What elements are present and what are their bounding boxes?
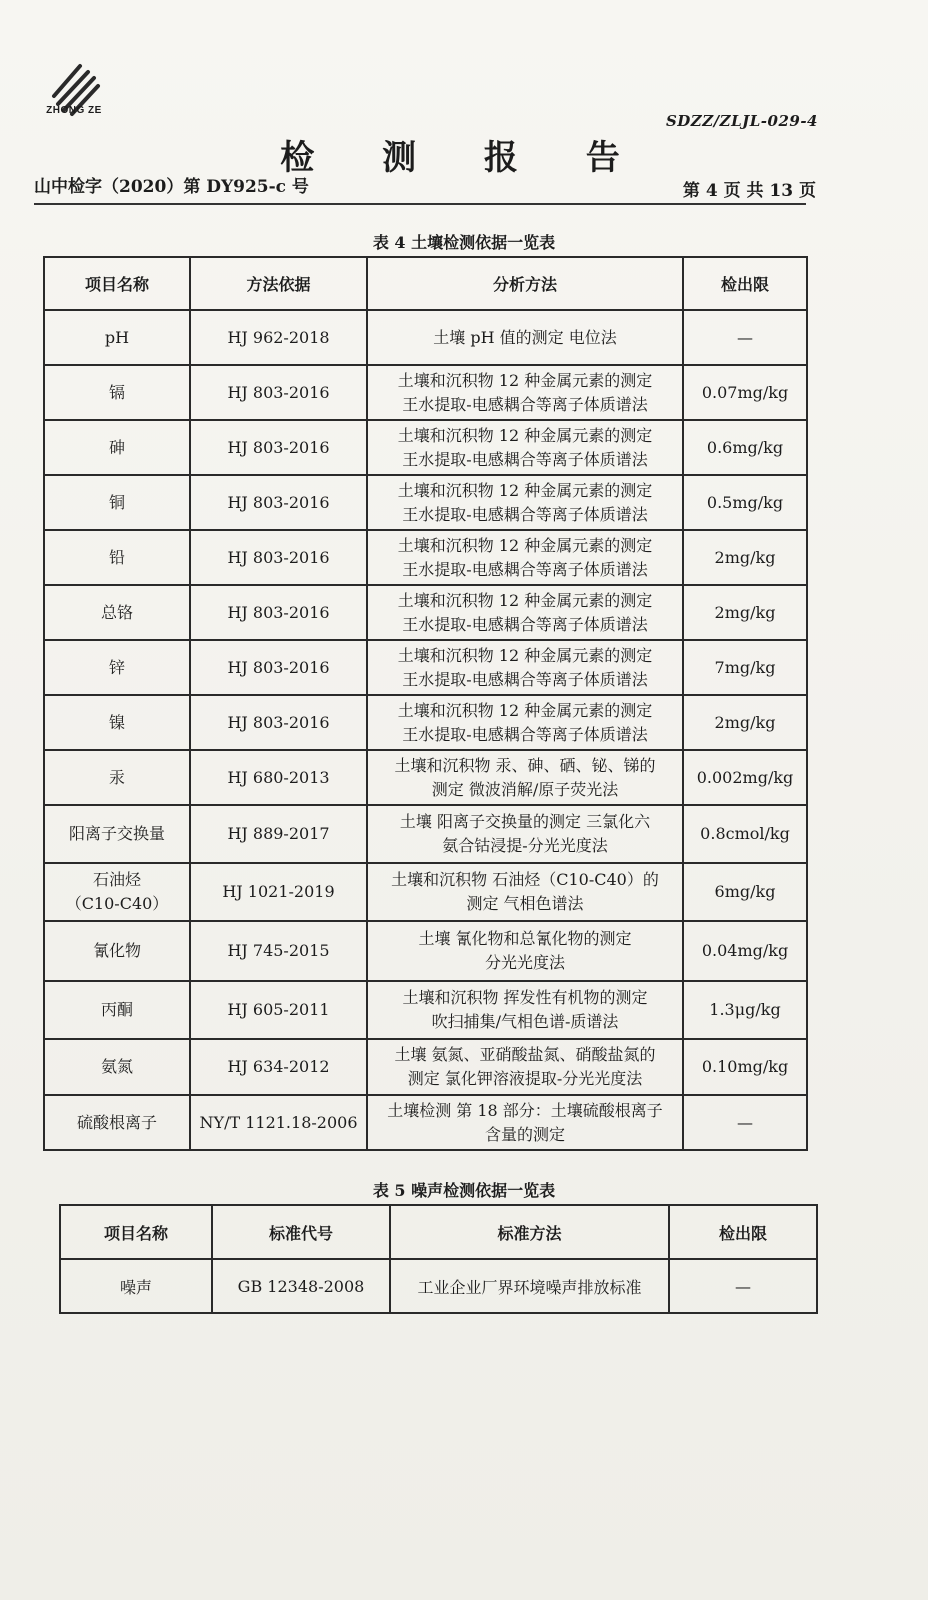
item-name-cell xyxy=(44,863,190,921)
standard-method-cell: 工业企业厂界环境噪声排放标准 xyxy=(390,1259,669,1313)
table4-caption: 表 4 土壤检测依据一览表 xyxy=(372,233,556,252)
analysis-method-cell xyxy=(367,750,683,805)
analysis-method-line: 王水提取-电感耦合等离子体质谱法 xyxy=(402,449,648,469)
item-name: 总铬 xyxy=(100,602,133,622)
table-row xyxy=(44,365,807,420)
header-detection-limit: 检出限 xyxy=(669,1205,817,1259)
method-basis-cell: HJ 803-2016 xyxy=(190,530,367,585)
table-row xyxy=(44,981,807,1039)
analysis-method-line: 土壤和沉积物 12 种金属元素的测定 xyxy=(397,425,653,445)
page-number: 第 4 页 共 13 页 xyxy=(682,181,816,201)
analysis-method-line: 吹扫捕集/气相色谱-质谱法 xyxy=(431,1012,619,1031)
analysis-method-line: 土壤和沉积物 12 种金属元素的测定 xyxy=(397,590,653,610)
method-basis-cell: HJ 889-2017 xyxy=(190,805,367,863)
noise-method-table xyxy=(59,1204,818,1314)
detection-limit-cell: 7mg/kg xyxy=(683,640,807,695)
item-name: 硫酸根离子 xyxy=(76,1112,157,1132)
analysis-method-line: 土壤 阳离子交换量的测定 三氯化六 xyxy=(399,812,651,831)
analysis-method-cell xyxy=(367,640,683,695)
header-item-name: 项目名称 xyxy=(60,1205,212,1259)
method-basis-cell: HJ 803-2016 xyxy=(190,365,367,420)
analysis-method-line: 王水提取-电感耦合等离子体质谱法 xyxy=(402,559,648,579)
header-standard-code: 标准代号 xyxy=(212,1205,390,1259)
analysis-method-line: 王水提取-电感耦合等离子体质谱法 xyxy=(402,669,648,689)
analysis-method-line: 土壤和沉积物 12 种金属元素的测定 xyxy=(397,700,653,720)
table-row xyxy=(44,695,807,750)
analysis-method-line: 土壤和沉积物 12 种金属元素的测定 xyxy=(397,480,653,500)
item-name: 铜 xyxy=(108,492,125,512)
item-name-cell xyxy=(44,695,190,750)
detection-limit-cell: 1.3μg/kg xyxy=(683,981,807,1039)
analysis-method-line: 王水提取-电感耦合等离子体质谱法 xyxy=(402,614,648,634)
detection-limit-cell: 6mg/kg xyxy=(683,863,807,921)
item-name-cell xyxy=(44,981,190,1039)
detection-limit-cell: 0.10mg/kg xyxy=(683,1039,807,1095)
analysis-method-line: 土壤 氰化物和总氰化物的测定 xyxy=(418,929,632,948)
analysis-method-cell xyxy=(367,475,683,530)
analysis-method-line: 测定 氯化钾溶液提取-分光光度法 xyxy=(407,1069,643,1088)
table-row xyxy=(44,420,807,475)
analysis-method-line: 土壤和沉积物 12 种金属元素的测定 xyxy=(397,370,653,390)
item-name: 阳离子交换量 xyxy=(68,824,165,843)
detection-limit-cell: — xyxy=(669,1259,817,1313)
analysis-method-line: 分光光度法 xyxy=(484,953,565,972)
soil-method-table xyxy=(43,256,808,1151)
analysis-method-line: 王水提取-电感耦合等离子体质谱法 xyxy=(402,504,648,524)
analysis-method-line: 土壤和沉积物 挥发性有机物的测定 xyxy=(402,988,648,1007)
item-name-cell xyxy=(44,585,190,640)
logo-text: ZHONG ZE xyxy=(46,105,102,116)
table-row xyxy=(44,530,807,585)
analysis-method-cell xyxy=(367,981,683,1039)
item-name: 丙酮 xyxy=(100,1000,133,1019)
analysis-method-line: 土壤和沉积物 12 种金属元素的测定 xyxy=(397,535,653,555)
analysis-method-line: 王水提取-电感耦合等离子体质谱法 xyxy=(402,724,648,744)
table-row xyxy=(44,863,807,921)
method-basis-cell: HJ 803-2016 xyxy=(190,695,367,750)
page-title: 检 测 报 告 xyxy=(280,138,648,178)
analysis-method-line: 土壤 氨氮、亚硝酸盐氮、硝酸盐氮的 xyxy=(394,1045,656,1064)
header-item-name: 项目名称 xyxy=(44,257,190,310)
table-header-row xyxy=(44,257,807,310)
method-basis-cell: HJ 634-2012 xyxy=(190,1039,367,1095)
method-basis-cell: HJ 680-2013 xyxy=(190,750,367,805)
item-name-cell xyxy=(44,1095,190,1150)
table-row xyxy=(44,1095,807,1150)
item-name-cell xyxy=(44,805,190,863)
table-header-row xyxy=(60,1205,817,1259)
item-name-cell xyxy=(44,1039,190,1095)
analysis-method-cell xyxy=(367,365,683,420)
analysis-method-line: 测定 气相色谱法 xyxy=(466,894,584,913)
method-basis-cell: HJ 745-2015 xyxy=(190,921,367,981)
analysis-method-line: 含量的测定 xyxy=(484,1124,565,1144)
item-name-cell xyxy=(44,420,190,475)
analysis-method-line: 土壤检测 第 18 部分：土壤硫酸根离子 xyxy=(387,1100,663,1120)
table5-caption: 表 5 噪声检测依据一览表 xyxy=(372,1181,556,1200)
standard-code-cell: GB 12348-2008 xyxy=(212,1259,390,1313)
item-name-cell xyxy=(44,750,190,805)
item-name-cell xyxy=(44,310,190,365)
analysis-method-cell xyxy=(367,530,683,585)
method-basis-cell: HJ 1021-2019 xyxy=(190,863,367,921)
method-basis-cell: HJ 803-2016 xyxy=(190,585,367,640)
detection-limit-cell: 0.8cmol/kg xyxy=(683,805,807,863)
analysis-method-cell xyxy=(367,863,683,921)
item-name: pH xyxy=(104,327,130,347)
item-name: 氰化物 xyxy=(92,941,141,960)
table-row xyxy=(44,750,807,805)
method-basis-cell: HJ 803-2016 xyxy=(190,475,367,530)
table-row xyxy=(44,921,807,981)
analysis-method-line: 氨合钴浸提-分光光度法 xyxy=(442,836,608,855)
analysis-method-line: 土壤和沉积物 汞、砷、硒、铋、锑的 xyxy=(394,755,656,775)
method-basis-cell: HJ 605-2011 xyxy=(190,981,367,1039)
header-standard-method: 标准方法 xyxy=(390,1205,669,1259)
document-code: SDZZ/ZLJL-029-4 xyxy=(665,112,818,130)
item-name: 石油烃 xyxy=(92,870,141,889)
analysis-method-cell xyxy=(367,695,683,750)
table-row xyxy=(44,805,807,863)
item-name: 铅 xyxy=(108,547,125,567)
analysis-method-cell xyxy=(367,1095,683,1150)
item-name-cell xyxy=(44,921,190,981)
header-analysis-method: 分析方法 xyxy=(367,257,683,310)
item-name-cell xyxy=(44,640,190,695)
table-row xyxy=(60,1259,817,1313)
detection-limit-cell: 0.5mg/kg xyxy=(683,475,807,530)
item-name: 砷 xyxy=(108,437,125,457)
detection-limit-cell: — xyxy=(683,1095,807,1150)
report-number: 山中检字（2020）第 DY925-c 号 xyxy=(34,177,309,197)
detection-limit-cell: 0.07mg/kg xyxy=(683,365,807,420)
analysis-method-cell xyxy=(367,921,683,981)
analysis-method-cell xyxy=(367,420,683,475)
detection-limit-cell: 0.04mg/kg xyxy=(683,921,807,981)
method-basis-cell: HJ 962-2018 xyxy=(190,310,367,365)
analysis-method-cell xyxy=(367,310,683,365)
header-method-basis: 方法依据 xyxy=(190,257,367,310)
header-detection-limit: 检出限 xyxy=(683,257,807,310)
method-basis-cell: HJ 803-2016 xyxy=(190,420,367,475)
analysis-method-cell xyxy=(367,805,683,863)
item-name: 锌 xyxy=(108,657,125,677)
item-name: 氨氮 xyxy=(100,1057,133,1076)
table-row xyxy=(44,310,807,365)
item-name-sub: （C10-C40） xyxy=(65,894,169,913)
table-row xyxy=(44,1039,807,1095)
table-row xyxy=(44,640,807,695)
item-name-cell: 噪声 xyxy=(60,1259,212,1313)
detection-limit-cell: 2mg/kg xyxy=(683,695,807,750)
detection-limit-cell: 2mg/kg xyxy=(683,585,807,640)
item-name: 镉 xyxy=(108,382,125,402)
item-name-cell xyxy=(44,475,190,530)
header-divider xyxy=(34,203,806,205)
analysis-method-line: 测定 微波消解/原子荧光法 xyxy=(431,779,619,799)
analysis-method-line: 王水提取-电感耦合等离子体质谱法 xyxy=(402,394,648,414)
method-basis-cell: HJ 803-2016 xyxy=(190,640,367,695)
item-name: 镍 xyxy=(108,712,125,732)
item-name-cell xyxy=(44,530,190,585)
detection-limit-cell: 0.002mg/kg xyxy=(683,750,807,805)
method-basis-cell: NY/T 1121.18-2006 xyxy=(190,1095,367,1150)
analysis-method-cell xyxy=(367,1039,683,1095)
item-name-cell xyxy=(44,365,190,420)
item-name: 汞 xyxy=(108,767,125,787)
detection-limit-cell: 2mg/kg xyxy=(683,530,807,585)
table-row xyxy=(44,585,807,640)
analysis-method-line: 土壤和沉积物 石油烃（C10-C40）的 xyxy=(391,870,659,889)
analysis-method-cell xyxy=(367,585,683,640)
table-row xyxy=(44,475,807,530)
detection-limit-cell: — xyxy=(683,310,807,365)
detection-limit-cell: 0.6mg/kg xyxy=(683,420,807,475)
analysis-method-line: 土壤 pH 值的测定 电位法 xyxy=(433,327,617,347)
analysis-method-line: 土壤和沉积物 12 种金属元素的测定 xyxy=(397,645,653,665)
